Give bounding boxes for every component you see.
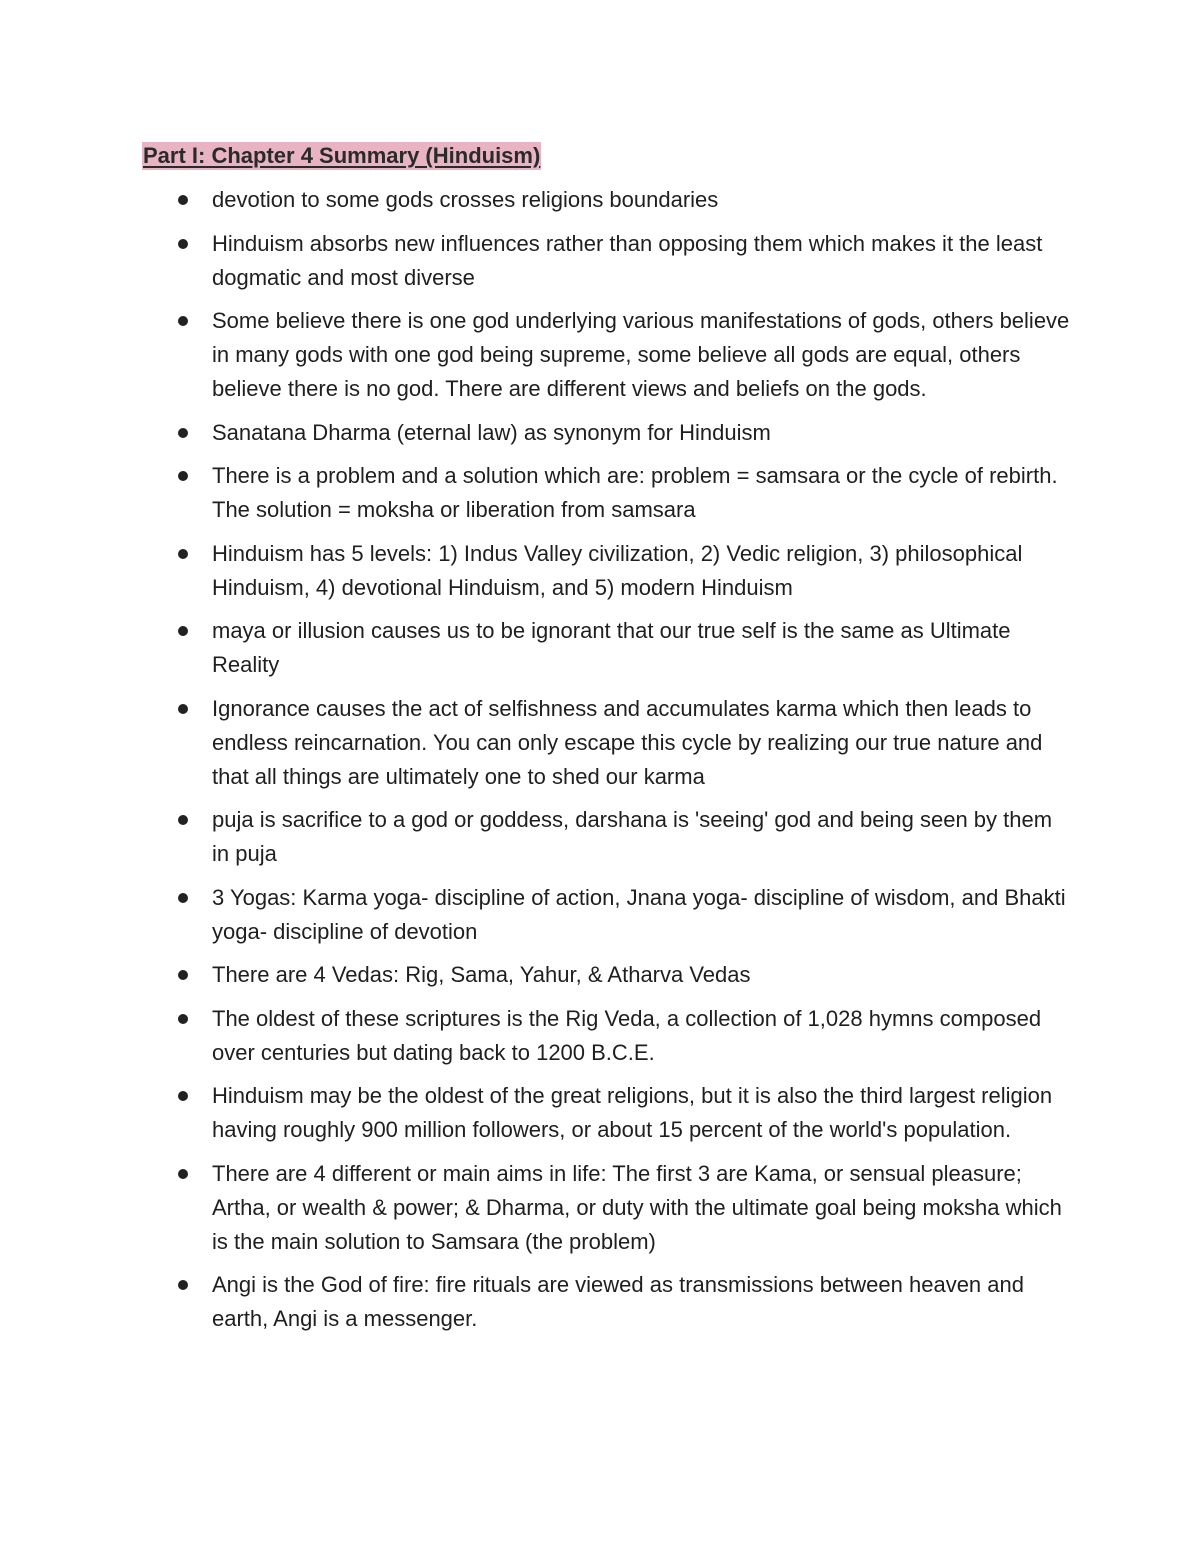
bullet-icon bbox=[178, 704, 188, 714]
list-item bbox=[212, 692, 1072, 794]
list-item bbox=[212, 1268, 1072, 1336]
bullet-icon bbox=[178, 970, 188, 980]
list-item-text: Ignorance causes the act of selfishness and accumulates karma which then leads to endless reincarnation. You can only escape this cycle by realizing our true nature and that all things are ultimately one to shed our karma bbox=[212, 695, 1043, 789]
list-item bbox=[212, 304, 1072, 406]
bullet-icon bbox=[178, 239, 188, 249]
bullet-icon bbox=[178, 1091, 188, 1101]
page-title: Part I: Chapter 4 Summary (Hinduism) bbox=[143, 143, 541, 168]
bullet-icon bbox=[178, 471, 188, 481]
bullet-icon bbox=[178, 428, 188, 438]
bullet-list bbox=[212, 183, 1072, 1346]
list-item bbox=[212, 803, 1072, 871]
list-item-text: Some believe there is one god underlying various manifestations of gods, others believe in many gods with one god being supreme, some believe all gods are equal, others believe there is no god. There are different views and beliefs on the gods. bbox=[212, 308, 1070, 401]
bullet-icon bbox=[178, 549, 188, 559]
bullet-icon bbox=[178, 1169, 188, 1179]
list-item-text: The oldest of these scriptures is the Rig Veda, a collection of 1,028 hymns composed over centuries but dating back to 1200 B.C.E. bbox=[212, 1005, 1042, 1065]
list-item bbox=[212, 1079, 1072, 1147]
list-item bbox=[212, 958, 1072, 992]
list-item-text: Hinduism may be the oldest of the great religions, but it is also the third largest religion having roughly 900 million followers, or about 15 percent of the world's population. bbox=[212, 1083, 1053, 1142]
bullet-icon bbox=[178, 195, 188, 205]
list-item-text: maya or illusion causes us to be ignorant that our true self is the same as Ultimate Reality bbox=[212, 618, 1011, 677]
list-item bbox=[212, 227, 1072, 295]
list-item-text: There is a problem and a solution which are: problem = samsara or the cycle of rebirth. The solution = moksha or liberation from samsara bbox=[212, 463, 1058, 522]
list-item bbox=[212, 416, 1072, 450]
list-item-text: There are 4 different or main aims in life: The first 3 are Kama, or sensual pleasure; Artha, or wealth & power; & Dharma, or duty with the ultimate goal being moksha which is the main solution to Samsara (the problem) bbox=[212, 1160, 1062, 1254]
list-item-text: Sanatana Dharma (eternal law) as synonym for Hinduism bbox=[212, 419, 771, 445]
list-item-text: Hinduism absorbs new influences rather than opposing them which makes it the least dogmatic and most diverse bbox=[212, 230, 1043, 290]
list-item-text: There are 4 Vedas: Rig, Sama, Yahur, & Atharva Vedas bbox=[212, 962, 751, 987]
list-item bbox=[212, 459, 1072, 527]
list-item bbox=[212, 881, 1072, 949]
bullet-icon bbox=[178, 316, 188, 326]
bullet-icon bbox=[178, 815, 188, 825]
list-item-text: devotion to some gods crosses religions boundaries bbox=[212, 187, 719, 212]
bullet-icon bbox=[178, 1014, 188, 1024]
list-item-text: Hinduism has 5 levels: 1) Indus Valley civilization, 2) Vedic religion, 3) philosophical Hinduism, 4) devotional Hinduism, and 5) modern Hinduism bbox=[212, 540, 1023, 600]
list-item bbox=[212, 537, 1072, 605]
list-item-text: Angi is the God of fire: fire rituals are viewed as transmissions between heaven and earth, Angi is a messenger. bbox=[212, 1272, 1024, 1331]
list-item bbox=[212, 614, 1072, 682]
bullet-icon bbox=[178, 626, 188, 636]
list-item bbox=[212, 1002, 1072, 1070]
list-item bbox=[212, 1157, 1072, 1259]
list-item bbox=[212, 183, 1072, 217]
list-item-text: puja is sacrifice to a god or goddess, darshana is 'seeing' god and being seen by them in puja bbox=[212, 807, 1053, 866]
bullet-icon bbox=[178, 1280, 188, 1290]
bullet-icon bbox=[178, 893, 188, 903]
list-item-text: 3 Yogas: Karma yoga- discipline of action, Jnana yoga- discipline of wisdom, and Bhakti yoga- discipline of devotion bbox=[212, 884, 1066, 944]
